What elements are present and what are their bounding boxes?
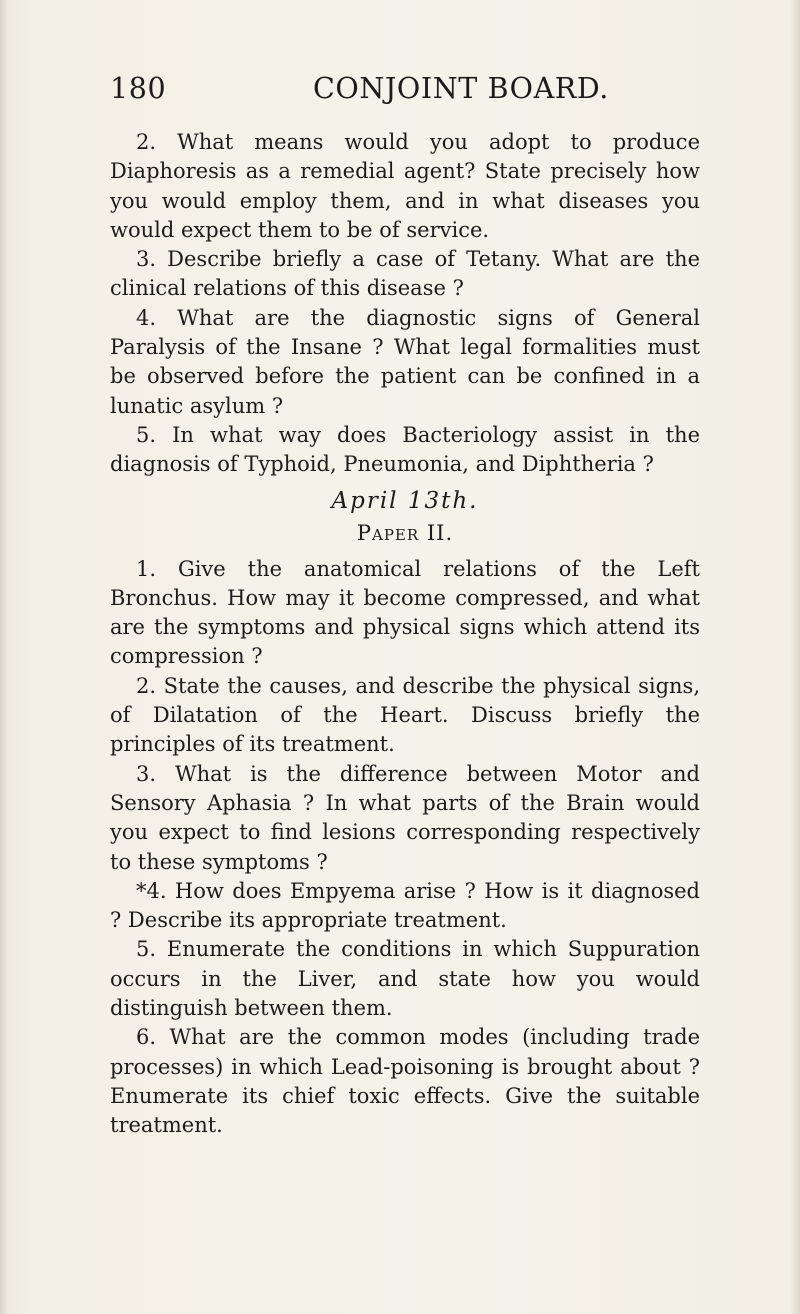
section-date: April 13th. — [331, 487, 479, 514]
section-paper-title — [110, 519, 700, 548]
question-4-paper2: *4. How does Empyema arise ? How is it diagnosed ? Describe its appropriate treatment. — [110, 878, 700, 933]
running-head: CONJOINT BOARD. — [313, 72, 609, 105]
paper-title-text: Paper II. — [356, 520, 454, 545]
question-4-paper1: 4. What are the diagnostic signs of General Paralysis of the Insane ? What legal formalities must be observed before the patient can be confined in a lunatic asylum ? — [110, 305, 700, 418]
question-2-paper1: 2. What means would you adopt to produce Diaphoresis as a remedial agent? State precisely how you would employ them, and in what diseases you would expect them to be of service. — [110, 130, 700, 242]
question-1-paper2: 1. Give the anatomical relations of the Left Bronchus. How may it become compressed, and what are the symptoms and physical signs which attend its compression ? — [110, 556, 700, 669]
page-number: 180 — [110, 72, 167, 105]
question-2-paper2: 2. State the causes, and describe the physical signs, of Dilatation of the Heart. Discuss briefly the principles of its treatment. — [110, 673, 700, 757]
question-5-paper2: 5. Enumerate the conditions in which Suppuration occurs in the Liver, and state how you would distinguish between them. — [110, 937, 700, 1021]
question-6-paper2: 6. What are the common modes (including trade processes) in which Lead-poisoning is brought about ? Enumerate its chief toxic effects. Give the suitable treatment. — [110, 1025, 700, 1138]
page-header — [110, 72, 700, 112]
question-3-paper1: 3. Describe briefly a case of Tetany. What are the clinical relations of this disease ? — [110, 247, 700, 301]
page-edge-shadow-left — [0, 0, 8, 1314]
question-5-paper1: 5. In what way does Bacteriology assist in the diagnosis of Typhoid, Pneumonia, and Diphtheria ? — [110, 422, 700, 477]
page-body — [110, 128, 700, 1141]
page-edge-shadow-right — [790, 0, 800, 1314]
question-3-paper2: 3. What is the difference between Motor and Sensory Aphasia ? In what parts of the Brain would you expect to find lesions corresponding respectively to these symptoms ? — [110, 761, 700, 874]
